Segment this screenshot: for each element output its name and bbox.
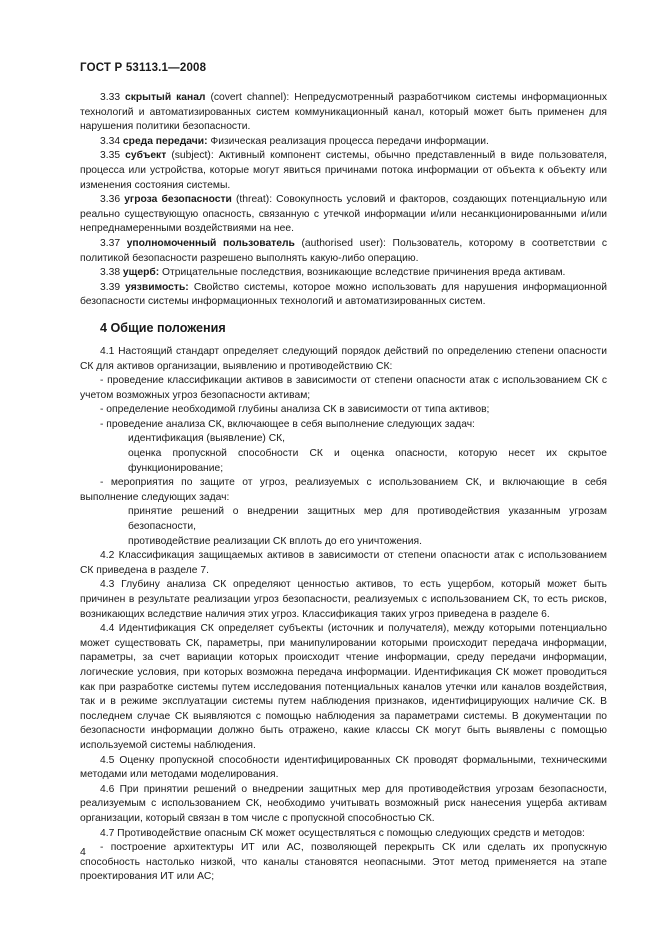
paragraph-4-1: 4.1 Настоящий стандарт определяет следующий порядок действий по определению степени опасности СК для активов организации, выявлению и противодействию СК: <box>80 345 607 372</box>
paragraph-4-2: 4.2 Классификация защищаемых активов в зависимости от степени опасности атак с использованием СК приведена в разделе 7. <box>80 550 607 576</box>
standard-header: ГОСТ Р 53113.1—2008 <box>80 62 207 74</box>
term-3-33: 3.33 скрытый канал (covert channel): Непредусмотренный разработчиком системы информационных технологий и автоматизированных систем коммуникационный канал, который может быть применен для нарушения политики безопасности. <box>80 92 607 133</box>
sub-list-item: противодействие реализации СК вплоть до его уничтожения. <box>128 535 422 547</box>
paragraph-4-4: 4.4 Идентификация СК определяет субъекты (источник и получателя), между которыми потенциально может существовать СК, параметры, при манипулировании которыми происходит передача информации, параметры, за счет вариации которых происходит чтение информации, среду передачи информации, логические условия, при которых возможна передача информации. Идентификация СК может проводиться как при разработке системы путем исследования потенциальных каналов утечки или каналов воздействия, так и в режиме эксплуатации системы путем наблюдения признаков, идентифицирующих наличие СК. В последнем случае СК выявляются с помощью наблюдения за параметрами системы. В документации по безопасности информации должно быть отражено, какие классы СК могут быть выявлены с помощью используемой системы наблюдения. <box>80 623 607 751</box>
term-3-39: 3.39 уязвимость: Свойство системы, которое можно использовать для нарушения информационной безопасности системы информационных технологий и автоматизированных систем. <box>80 281 607 308</box>
sub-list-item: идентификация (выявление) СК, <box>128 433 286 445</box>
list-item: - определение необходимой глубины анализа СК в зависимости от типа активов; <box>100 404 490 416</box>
term-3-35: 3.35 субъект (subject): Активный компонент системы, обычно представленный в виде пользователя, процесса или устройства, которые могут явиться причинами потока информации от объекта к объекту или изменения состояния системы. <box>80 150 607 191</box>
term-3-36: 3.36 угроза безопасности (threat): Совокупность условий и факторов, создающих потенциальную или реально существующую опасность, связанную с утечкой информации и/или несанкционированными и/или непреднамеренными воздействиями на нее. <box>80 194 607 235</box>
sub-list-item: принятие решений о внедрении защитных мер для противодействия указанным угрозам безопасности, <box>128 506 607 533</box>
term-3-34: 3.34 среда передачи: Физическая реализация процесса передачи информации. <box>100 135 489 147</box>
section-title: 4 Общие положения <box>100 320 226 335</box>
paragraph-4-5: 4.5 Оценку пропускной способности идентифицированных СК проводят формальными, техническими методами или методами моделирования. <box>80 754 607 781</box>
list-item: - проведение классификации активов в зависимости от степени опасности атак с использованием СК с учетом возможных угроз безопасности активам; <box>80 375 607 401</box>
term-3-37: 3.37 уполномоченный пользователь (authorised user): Пользователь, которому в соответствии с политикой безопасности разрешено выполнять какую-либо операцию. <box>80 237 607 264</box>
list-item: - проведение анализа СК, включающее в себя выполнение следующих задач: <box>100 418 475 430</box>
list-item: - мероприятия по защите от угроз, реализуемых с использованием СК, и включающие в себя выполнение следующих задач: <box>80 477 607 503</box>
term-3-38: 3.38 ущерб: Отрицательные последствия, возникающие вследствие причинения вреда активам. <box>100 267 566 279</box>
page-content <box>80 91 607 885</box>
sub-list-item: оценка пропускной способности СК и оценка опасности, которую несет их скрытое функционирование; <box>128 448 607 474</box>
paragraph-4-7: 4.7 Противодействие опасным СК может осуществляться с помощью следующих средств и методов: <box>100 827 585 839</box>
paragraph-4-3: 4.3 Глубину анализа СК определяют ценностью активов, то есть ущербом, который может быть причинен в результате реализации угроз безопасности, реализуемых с использованием СК, то есть рисков, возникающих вследствие наличия этих угроз. Классификация таких угроз приведена в разделе 6. <box>80 579 607 620</box>
list-item: - построение архитектуры ИТ или АС, позволяющей перекрыть СК или сделать их пропускную способность настолько низкой, что каналы становятся неопасными. Этот метод применяется на этапе проектирования ИТ или АС; <box>80 842 607 883</box>
paragraph-4-6: 4.6 При принятии решений о внедрении защитных мер для противодействия угрозам безопасности, реализуемым с использованием СК, необходимо учитывать возможный риск нанесения ущерба активам организации, который связан в том числе с пропускной способностью СК. <box>80 783 607 824</box>
page-number: 4 <box>80 846 86 858</box>
